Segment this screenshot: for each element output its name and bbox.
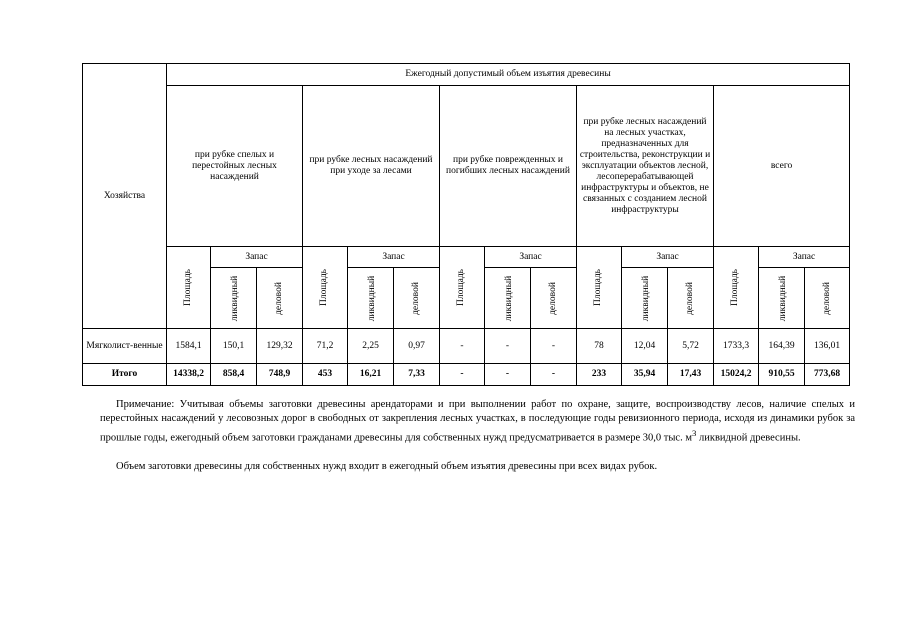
- row-label: Мягколист-венные: [83, 329, 167, 364]
- area-header: Площадь: [167, 247, 211, 329]
- group-header-thinning: при рубке лесных насаждений при уходе за лесами: [303, 86, 440, 247]
- table-cell: 858,4: [211, 364, 257, 386]
- business-header: деловой: [805, 268, 850, 329]
- business-header: деловой: [531, 268, 577, 329]
- cubic-superscript: 3: [691, 428, 697, 438]
- table-cell: 71,2: [303, 329, 348, 364]
- stock-header: Запас: [485, 247, 577, 268]
- table-cell: 16,21: [348, 364, 394, 386]
- note-text: Примечание: Учитывая объемы заготовки древесины арендаторами и при выполнении работ по охране, защите, воспроизводству лесов, наличие спелых и перестойных насаждений у лесовозных дорог в свободных от закрепления лесных участках, в последующие годы ревизионного периода, исходя из динамики рубок за прошлые годы, ежегодный объем заготовки гражданами древесины для собственных нужд предусматривается в размере 30,0 тыс. м: [100, 399, 855, 444]
- stock-header: Запас: [622, 247, 714, 268]
- table-cell: 5,72: [668, 329, 714, 364]
- table-cell: -: [531, 329, 577, 364]
- table-cell: 129,32: [257, 329, 303, 364]
- liquid-header: ликвидный: [211, 268, 257, 329]
- table-cell: 78: [577, 329, 622, 364]
- table-cell: 748,9: [257, 364, 303, 386]
- table-cell: -: [440, 329, 485, 364]
- group-header-total: всего: [714, 86, 850, 247]
- business-header: деловой: [394, 268, 440, 329]
- table-cell: 35,94: [622, 364, 668, 386]
- area-header: Площадь: [440, 247, 485, 329]
- table-cell: 910,55: [759, 364, 805, 386]
- business-header: деловой: [668, 268, 714, 329]
- table-cell: 233: [577, 364, 622, 386]
- table-cell: 1584,1: [167, 329, 211, 364]
- area-header: Площадь: [303, 247, 348, 329]
- stock-header: Запас: [211, 247, 303, 268]
- table-cell: 150,1: [211, 329, 257, 364]
- table-cell: 17,43: [668, 364, 714, 386]
- table-cell: 1733,3: [714, 329, 759, 364]
- stock-header: Запас: [348, 247, 440, 268]
- group-header-mature: при рубке спелых и перестойных лесных насаждений: [167, 86, 303, 247]
- area-header: Площадь: [577, 247, 622, 329]
- timber-volume-table: [82, 63, 850, 386]
- note-paragraph: [100, 398, 855, 446]
- stock-header: Запас: [759, 247, 850, 268]
- table-total-row: [83, 364, 850, 386]
- table-cell: 12,04: [622, 329, 668, 364]
- area-header: Площадь: [714, 247, 759, 329]
- liquid-header: ликвидный: [485, 268, 531, 329]
- table-cell: -: [440, 364, 485, 386]
- liquid-header: ликвидный: [759, 268, 805, 329]
- note-paragraph-2: Объем заготовки древесины для собственных нужд входит в ежегодный объем изъятия древесины при всех видах рубок.: [116, 461, 658, 472]
- table-cell: 7,33: [394, 364, 440, 386]
- table-cell: 164,39: [759, 329, 805, 364]
- business-header: деловой: [257, 268, 303, 329]
- table-cell: 453: [303, 364, 348, 386]
- table-cell: 136,01: [805, 329, 850, 364]
- table-row: [83, 329, 850, 364]
- farm-header: Хозяйства: [83, 64, 167, 329]
- table-cell: 0,97: [394, 329, 440, 364]
- group-header-damaged: при рубке поврежденных и погибших лесных насаждений: [440, 86, 577, 247]
- table-cell: 773,68: [805, 364, 850, 386]
- table-cell: -: [531, 364, 577, 386]
- note-text-tail: ликвидной древесины.: [696, 432, 801, 444]
- liquid-header: ликвидный: [622, 268, 668, 329]
- top-header: Ежегодный допустимый объем изъятия древесины: [167, 64, 850, 86]
- table-cell: 2,25: [348, 329, 394, 364]
- table-cell: 15024,2: [714, 364, 759, 386]
- liquid-header: ликвидный: [348, 268, 394, 329]
- table-cell: -: [485, 364, 531, 386]
- table-cell: -: [485, 329, 531, 364]
- table-cell: 14338,2: [167, 364, 211, 386]
- row-label: Итого: [83, 364, 167, 386]
- group-header-construction: при рубке лесных насаждений на лесных участках, предназначенных для строительства, реконструкции и эксплуатации объектов лесной, лесоперерабатывающей инфраструктуры и объектов, не связанных с созданием лесной инфраструктуры: [577, 86, 714, 247]
